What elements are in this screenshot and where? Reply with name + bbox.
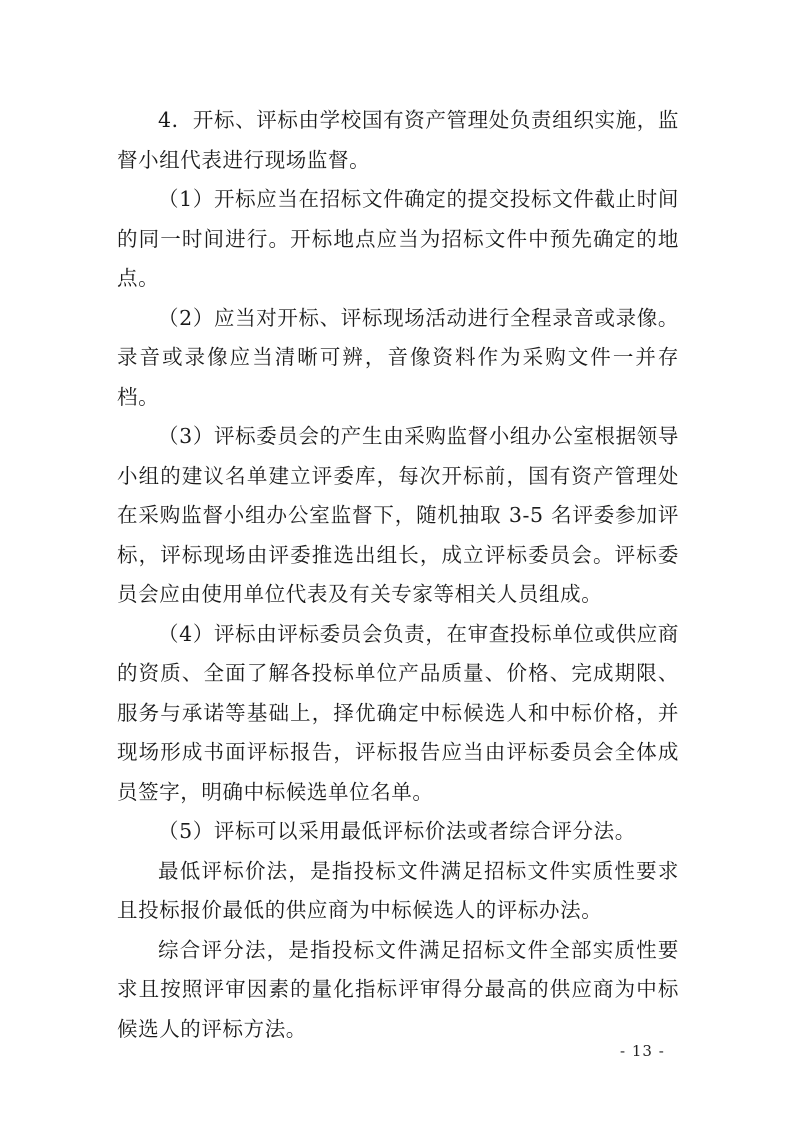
paragraph-comprehensive-scoring-method: 综合评分法，是指投标文件满足招标文件全部实质性要求且按照评审因素的量化指标评审得分最高的供应商为中标候选人的评标方法。 — [117, 937, 679, 1041]
document-body — [117, 101, 679, 1049]
paragraph-item-4: 4．开标、评标由学校国有资产管理处负责组织实施，监督小组代表进行现场监督。 — [117, 108, 679, 172]
paragraph-item-4-2: （2）应当对开标、评标现场活动进行全程录音或录像。录音或录像应当清晰可辨，音像资料作为采购文件一并存档。 — [117, 305, 679, 409]
paragraph-lowest-price-method: 最低评标价法，是指投标文件满足招标文件实质性要求且投标报价最低的供应商为中标候选人的评标办法。 — [117, 858, 679, 922]
paragraph-item-4-5: （5）评标可以采用最低评标价法或者综合评分法。 — [158, 819, 636, 843]
page-number: - 13 - — [620, 1042, 665, 1060]
paragraph-item-4-3: （3）评标委员会的产生由采购监督小组办公室根据领导小组的建议名单建立评委库，每次开标前，国有资产管理处在采购监督小组办公室监督下，随机抽取 3-5 名评委参加评标，评标现场由评委推选出组长，成立评标委员会。评标委员会应由使用单位代表及有关专家等相关人员组成。 — [117, 424, 679, 606]
paragraph-item-4-4: （4）评标由评标委员会负责，在审查投标单位或供应商的资质、全面了解各投标单位产品质量、价格、完成期限、服务与承诺等基础上，择优确定中标候选人和中标价格，并现场形成书面评标报告，评标报告应当由评标委员会全体成员签字，明确中标候选单位名单。 — [117, 621, 679, 804]
paragraph-item-4-1: （1）开标应当在招标文件确定的提交投标文件截止时间的同一时间进行。开标地点应当为招标文件中预先确定的地点。 — [117, 187, 679, 290]
